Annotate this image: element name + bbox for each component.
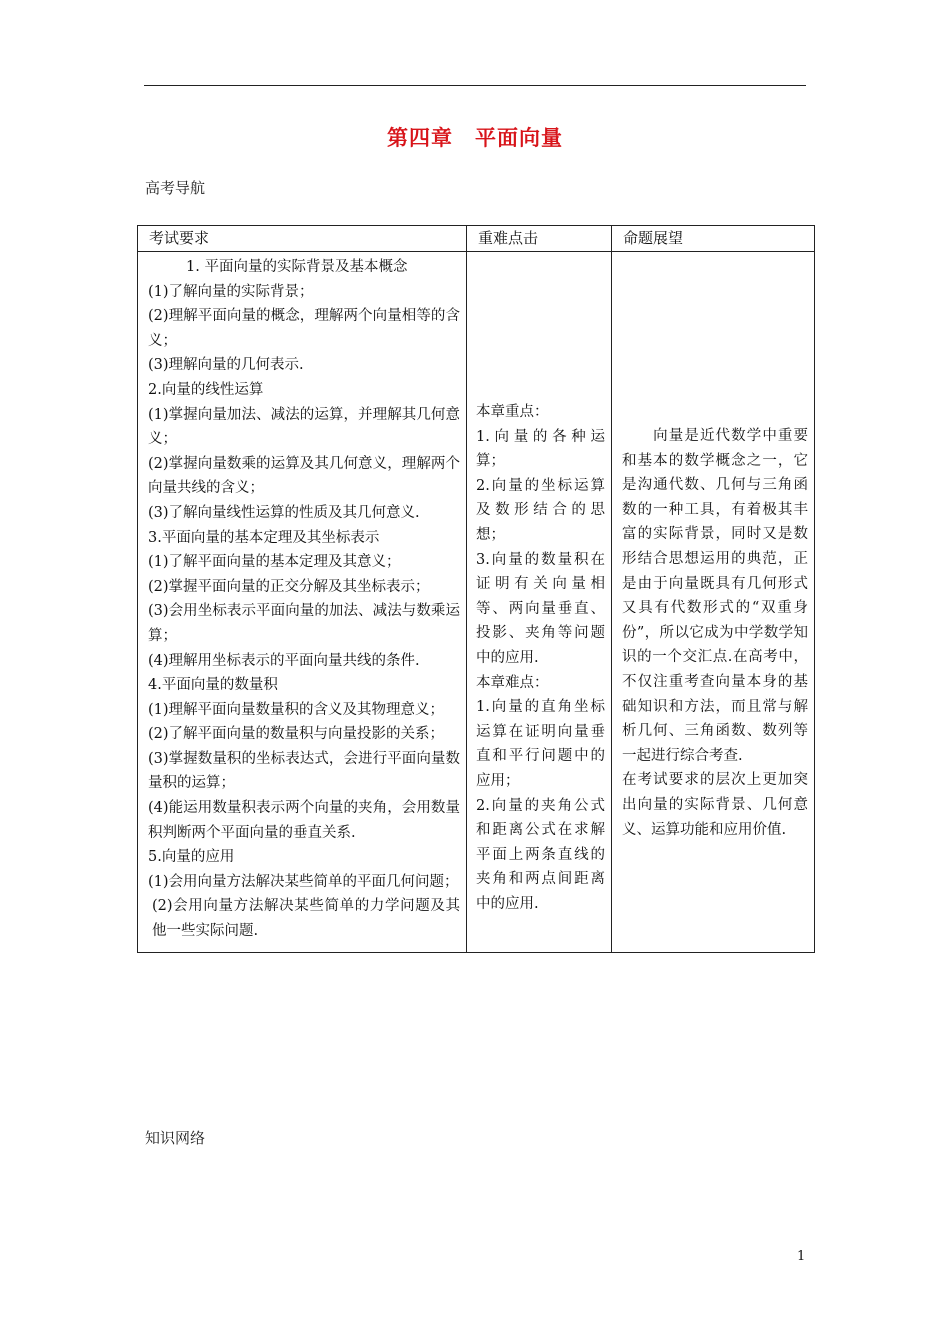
requirement-item: 3.平面向量的基本定理及其坐标表示: [148, 529, 380, 546]
requirement-item: (3)掌握数量积的坐标表达式，会进行平面向量数量积的运算；: [148, 750, 460, 792]
requirement-item: (1)掌握向量加法、减法的运算，并理解其几何意义；: [148, 406, 460, 448]
requirement-item: (2)会用向量方法解决某些简单的力学问题及其他一些实际问题.: [152, 898, 460, 940]
header-rule: [144, 85, 806, 86]
exam-guide-table: [137, 225, 815, 953]
page-number: 1: [797, 1249, 806, 1264]
section-heading-gaokao-nav: 高考导航: [145, 179, 206, 197]
outlook-cell: [612, 252, 815, 953]
requirement-item: (2)掌握平面向量的正交分解及其坐标表示；: [148, 578, 430, 595]
header-key-points: 重难点击: [467, 226, 612, 252]
requirement-item: (2)了解平面向量的数量积与向量投影的关系；: [148, 726, 445, 743]
chapter-title: 第四章 平面向量: [387, 126, 563, 150]
table-body-row: [138, 252, 815, 953]
key-points-cell: [467, 252, 612, 953]
header-exam-requirements: 考试要求: [138, 226, 467, 252]
requirement-item: (2)理解平面向量的概念，理解两个向量相等的含义；: [148, 308, 460, 349]
exam-requirements-cell: [138, 252, 467, 953]
outlook-paragraph: 向量是近代数学中重要和基本的数学概念之一，它是沟通代数、几何与三角函数的一种工具，有着极其丰富的实际背景，同时又是数形结合思想运用的典范，正是由于向量既具有几何形式又具有代数形式的“双重身份”，所以它成为中学数学知识的一个交汇点.在高考中，不仅注重考查向量本身的基础知识和方法，而且常与解析几何、三角函数、数列等一起进行综合考查.: [622, 428, 808, 764]
requirement-item: (3)了解向量线性运算的性质及其几何意义.: [148, 504, 420, 521]
requirement-item: (1)了解向量的实际背景；: [148, 283, 314, 300]
requirement-item: 1. 平面向量的实际背景及基本概念: [186, 259, 408, 275]
requirement-item: (1)了解平面向量的基本定理及其意义；: [148, 554, 401, 571]
requirement-item: (1)理解平面向量数量积的含义及其物理意义；: [148, 701, 445, 718]
section-heading-knowledge-network: 知识网络: [145, 1129, 206, 1147]
key-point-item: 本章重点：: [476, 404, 549, 420]
key-point-item: 2.向量的坐标运算及数形结合的思想；: [476, 477, 605, 543]
requirement-item: (3)会用坐标表示平面向量的加法、减法与数乘运算；: [148, 603, 460, 644]
requirement-item: 2.向量的线性运算: [148, 381, 264, 398]
requirement-item: 4.平面向量的数量积: [148, 677, 278, 694]
key-point-item: 2.向量的夹角公式和距离公式在求解平面上两条直线的夹角和两点间距离中的应用.: [476, 797, 605, 912]
requirement-item: (4)能运用数量积表示两个向量的夹角，会用数量积判断两个平面向量的垂直关系.: [148, 800, 460, 841]
key-point-item: 本章难点：: [476, 674, 549, 691]
requirement-item: 5.向量的应用: [148, 849, 235, 866]
requirement-item: (2)掌握向量数乘的运算及其几何意义，理解两个向量共线的含义；: [148, 455, 460, 497]
key-point-item: 1.向量的直角坐标运算在证明向量垂直和平行问题中的应用；: [476, 699, 605, 789]
requirement-item: (4)理解用坐标表示的平面向量共线的条件.: [148, 652, 420, 669]
header-outlook: 命题展望: [612, 226, 815, 252]
key-point-item: 1.向量的各种运算；: [476, 428, 605, 470]
requirement-item: (3)理解向量的几何表示.: [148, 357, 304, 374]
table-header-row: [138, 226, 815, 252]
key-point-item: 3.向量的数量积在证明有关向量相等、两向量垂直、投影、夹角等问题中的应用.: [476, 551, 605, 666]
requirement-item: (1)会用向量方法解决某些简单的平面几何问题；: [148, 873, 459, 890]
outlook-paragraph: 在考试要求的层次上更加突出向量的实际背景、几何意义、运算功能和应用价值.: [622, 772, 808, 838]
